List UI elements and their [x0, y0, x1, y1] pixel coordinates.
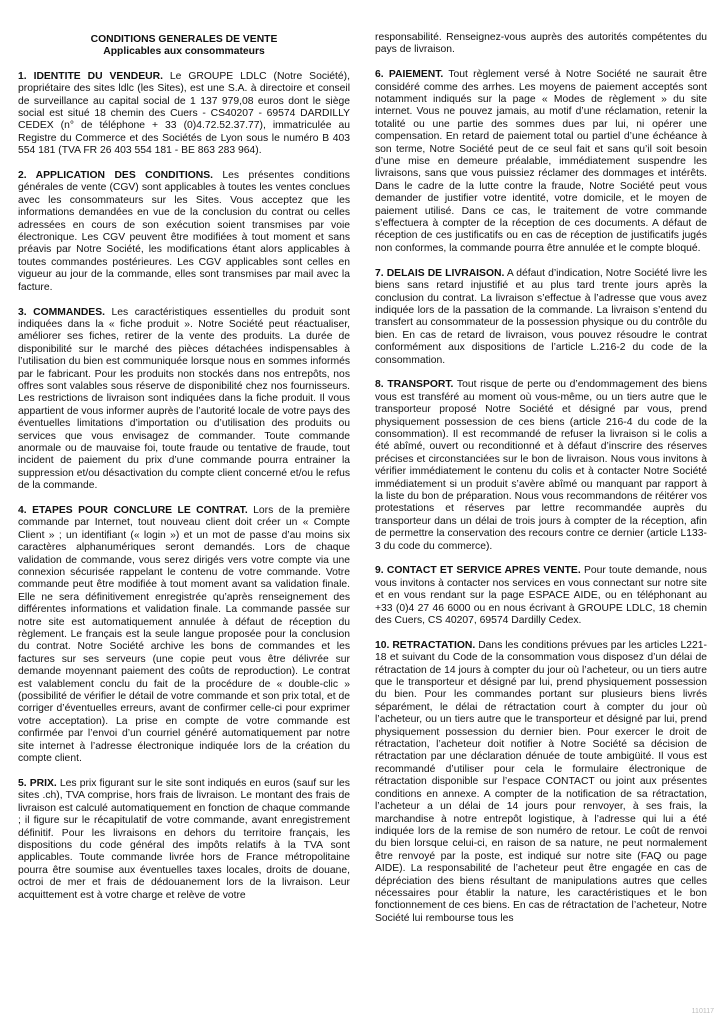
- section-heading: 5. PRIX.: [18, 777, 57, 789]
- section-heading: 4. ETAPES POUR CONCLURE LE CONTRAT.: [18, 504, 248, 516]
- section-commandes: [18, 307, 350, 493]
- right-column: [375, 32, 707, 938]
- section-identite: [18, 71, 350, 158]
- section-paiement: [375, 69, 707, 255]
- section-retractation: [375, 640, 707, 925]
- section-text: Pour toute demande, nous vous invitons à contacter nos services en vous connectant sur notre site et en vous rendant sur la page ESPACE AIDE, ou en téléphonant au +33 (0)4 27 46 6000 ou en nous écrivant à GROUPE LDLC, 18 chemin des Cuers, CS 40207, 69574 Dardilly Cedex.: [375, 565, 707, 627]
- section-heading: 2. APPLICATION DES CONDITIONS.: [18, 170, 213, 182]
- section-text: Les prix figurant sur le site sont indiqués en euros (sauf sur les sites .ch), TVA comprise, hors frais de livraison. Le montant des frais de livraison est calculé automatiquement en fonction de chaque commande ; il figure sur le récapitulatif de votre commande, avant enregistrement définitif. Pour les livraisons en dehors du territoire français, les dispositions du code général des impôts relatifs à la TVA sont applicables. Toute commande livrée hors de France métropolitaine pourra être soumise aux éventuelles taxes locales, droits de douane, octroi de mer et frais de dédouanement lors de la livraison. Leur acquittement est à votre charge et relève de votre: [18, 777, 350, 901]
- section-text: responsabilité. Renseignez-vous auprès des autorités compétentes du pays de livraison.: [375, 32, 707, 56]
- section-contact-sav: [375, 565, 707, 627]
- section-heading: 9. CONTACT ET SERVICE APRES VENTE.: [375, 565, 581, 577]
- section-transport: [375, 379, 707, 553]
- section-text: Tout règlement versé à Notre Société ne saurait être considéré comme des arrhes. Les moyens de paiement acceptés sont notamment indiqués sur la page « Modes de règlement » du site internet. Vous ne pouvez jamais, au motif d’une réclamation, retenir la totalité ou une partie des sommes dues par lui, ni opérer une compensation. En retard de paiement total ou partiel d’une échéance à son terme, Notre Société peut de ce seul fait et sans qu’il soit besoin d’une mise en demeure préalable, immédiatement suspendre les livraisons, sans que vous puissiez réclamer des dommages et intérêts. Dans le cadre de la lutte contre la fraude, Notre Société peut vous demander de justifier votre identité, votre domicile, et le moyen de paiement utilisé. Dans ce cas, le traitement de votre commande s’effectuera à compter de la réception de ces documents. A défaut de réception de ces justificatifs ou en cas de réception de justificatifs jugés non conformes, la commande pourra être annulée et le compte bloqué.: [375, 69, 707, 254]
- section-heading: 6. PAIEMENT.: [375, 69, 444, 81]
- document-header: [18, 34, 350, 59]
- section-prix: [18, 778, 350, 902]
- section-application: [18, 170, 350, 294]
- section-text: Lors de la première commande par Internet, tout nouveau client doit créer un « Compte Client » ; un identifiant (« login ») et un mot de passe d’au moins six caractères alphanumériques seront demandés. Lors de chaque validation de commande, vous serez dirigés vers votre compte via une connexion sécurisée rappelant le contenu de votre commande. Votre commande peut être modifiée à tout moment avant sa validation finale. Elle ne sera définitivement enregistrée qu’après renseignement des différentes informations et validation finale. La commande passée sur notre site est automatiquement annulée à défaut de réception du règlement. Le français est la seule langue proposée pour la conclusion du contrat. Notre Société archive les bons de commandes et les factures sur ses serveurs (une copie peut vous être délivrée sur demande moyennant paiement des coûts de reproduction). Le contrat est valablement conclu du fait de la procédure de « double-clic » (possibilité de vérifier le détail de votre commande et son prix total, et de corriger d’éventuelles erreurs, avant de confirmer celle-ci pour exprimer votre acceptation). La prise en compte de votre commande est confirmée par l’envoi d’un courriel généré automatiquement par notre site internet à l’adresse électronique indiquée lors de la création du compte client.: [18, 504, 350, 765]
- section-text: Dans les conditions prévues par les articles L221-18 et suivant du Code de la consommation vous disposez d’un délai de rétractation de 14 jours à compter du jour où l’acheteur, ou un tiers autre que le transporteur et désigné par lui, prend physiquement possession du bien. Pour les commandes portant sur plusieurs biens livrés séparément, le délai de rétractation court à compter du jour où l’acheteur, ou un tiers autre que le transporteur et désigné par lui, prend physiquement possession du dernier bien. Pour exercer le droit de rétractation, l’acheteur doit notifier à Notre Société sa décision de rétractation par une déclaration dénuée de toute ambigüité. Il vous est recommandé d’utiliser pour cela le formulaire électronique de rétractation disponible sur l’espace CONTACT ou joint aux présentes conditions en annexe. A compter de la notification de sa rétractation, l’acheteur a un délai de 14 jours pour renvoyer, à ses frais, la marchandise à notre entrepôt logistique, à l’adresse qui lui a été indiquée lors de la remise de son numéro de retour. Le coût de renvoi du bien lorsque celui-ci, en raison de sa nature, ne peut normalement être renvoyé par la poste, est indiqué sur notre site (FAQ ou page AIDE). La responsabilité de l’acheteur peut être engagée en cas de dépréciation des biens résultant de manipulations autres que celles nécessaires pour établir la nature, les caractéristiques et le bon fonctionnement de ces biens. En cas de rétractation de l’acheteur, Notre Société lui rembourse tous les: [375, 639, 707, 924]
- section-heading: 7. DELAIS DE LIVRAISON.: [375, 267, 505, 279]
- section-delais-livraison: [375, 268, 707, 367]
- section-heading: 1. IDENTITE DU VENDEUR.: [18, 70, 163, 82]
- section-text: Les caractéristiques essentielles du produit sont indiquées dans la « fiche produit ». Notre Société peut réactualiser, améliorer ses fiches, retirer de la vente des produits. La durée de disponibilité sur le marché des pièces détachées indispensables à l’utilisation du bien est communiquée lorsque nous en sommes informés par le fabricant. Pour les produits non stockés dans nos entrepôts, nos offres sont valables sous réserve de disponibilité chez nos fournisseurs. Les restrictions de livraison sont indiquées dans la fiche produit. Il vous appartient de vous informer auprès de l’autorité locale de votre pays des éventuelles limitations d’importation ou d’utilisation des produits ou services que vous envisagez de commander. Toute commande anormale ou de mauvaise foi, toute fraude ou tentative de fraude, tout incident de paiement du prix d’une commande pourra entrainer la suppression et/ou désactivation du compte client concerné et/ou le refus de la commande.: [18, 306, 350, 492]
- section-heading: 10. RETRACTATION.: [375, 639, 476, 651]
- section-text: A défaut d’indication, Notre Société livre les biens sans retard injustifié et au plus tard trente jours après la conclusion du contrat. La livraison s’effectue à l’adresse que vous avez indiquée lors de la passation de la commande. La livraison s’entend du transfert au consommateur de la possession physique ou du contrôle du bien. En cas de retard de livraison, vous pouvez résoudre le contrat conformément aux dispositions de l’article L.216-2 du code de la consommation.: [375, 267, 707, 366]
- section-etapes: [18, 505, 350, 766]
- section-heading: 3. COMMANDES.: [18, 306, 105, 318]
- section-text: Tout risque de perte ou d’endommagement des biens vous est transféré au moment où vous-même, ou un tiers autre que le transporteur proposé Notre Société et désigné par vous, prend physiquement possession de ces biens (article 216-4 du code de la consommation). Il est recommandé de refuser la livraison si le colis a été abîmé, ouvert ou reconditionné et à défaut d’inscrire des réserves précises et circonstanciées sur le bon de livraison. Nous vous invitons à vérifier immédiatement le contenu du colis et à contacter Notre Société immédiatement si un produit s’avère abîmé ou manquant par rapport à la liste du bon de préparation. Nous vous recommandons de réitérer vos protestations et réserves par lettre recommandée auprès du transporteur dans un délai de trois jours à compter de la réception, afin de permettre la conservation des recours contre ce dernier (article L133-3 du code du commerce).: [375, 379, 707, 552]
- page-code: 110117: [691, 1007, 714, 1015]
- section-prix-continued: [375, 32, 707, 57]
- section-heading: 8. TRANSPORT.: [375, 379, 454, 391]
- document-subtitle: Applicables aux consommateurs: [103, 46, 265, 58]
- document-title: CONDITIONS GENERALES DE VENTE: [90, 34, 278, 45]
- left-column: [18, 34, 350, 914]
- section-text: Le GROUPE LDLC (Notre Société), propriétaire des sites ldlc (les Sites), est une S.A. à directoire et conseil de surveillance au capital social de 1 137 979,08 euros dont le siège social est situé 18 chemin des Cuers - CS40207 - 69574 DARDILLY CEDEX (n° de téléphone + 33 (0)4.72.52.37.77), immatriculée au Registre du Commerce et des Sociétés de Lyon sous le numéro B 403 554 181 (TVA FR 26 403 554 181 - BE 863 283 964).: [18, 70, 350, 157]
- section-text: Les présentes conditions générales de vente (CGV) sont applicables à toutes les ventes conclues avec les consommateurs sur les Sites. Vous acceptez que les informations demandées en vue de la conclusion du contrat ou celles adressées en cours de son exécution soient transmises par voie électronique. Les CGV peuvent être modifiées à tout moment et sans préavis par Notre Société, les modifications étant alors applicables à toutes commandes postérieures. Les CGV applicables sont celles en vigueur au jour de la commande, elles sont transmises par mail avec la facture.: [18, 170, 350, 293]
